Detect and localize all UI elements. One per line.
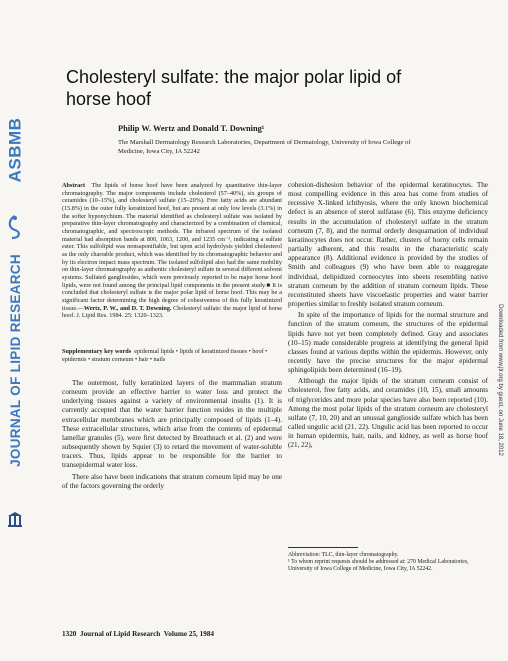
journal-name — [4, 250, 26, 470]
abstract-text: The lipids of horse hoof have been analyzed by quantitative thin-layer chromatography. The major components include cholesterol (57–40%), six groups of ceramides (10–15%), and cholesteryl sulfate (15–20%). Free fatty acids are abundant (15.8%) in the outer fully keratinized hoof, but are present at only low levels (3.1%) in the softer hyponychium. The material identified as cholesteryl sulfate was isolated by preparative thin-layer chromatography and characterized by a combination of chemical, chromatographic, and spectroscopic methods. The infrared spectrum of the isolated material had absorption bands at 800, 1063, 1200, and 1235 cm⁻¹, indicating a sulfate ester. This sulfolipid was nonsaponifiable, but upon acid hydrolysis yielded cholesterol as the only charrable product, which was identified by its chromatographic behavior and by its electron impact mass spectrum. The isolated sulfolipid also had the same mobility on thin-layer chromatography as authentic cholesteryl sulfate in several different solvent systems. Sulfated gangliosides, which were previously reported to be major horse hoof lipids, were not found among the principal lipid components in the present study.■ It is concluded that cholesteryl sulfate is the major polar lipid of horse hoof. This may be a significant factor determining the high degree of cohesiveness of this fully keratinized tissue.— — [62, 182, 282, 312]
asbmb-logo-text: ASBMB — [5, 117, 24, 183]
asbmb-swirl-icon — [6, 214, 24, 240]
page-footer: 1320 Journal of Lipid Research Volume 25, 1984 — [62, 630, 215, 638]
body-paragraph: Although the major lipids of the stratum corneum consist of cholesterol, free fatty acids, and ceramides (10, 15), small amounts of triglycerides and more polar species have also been reported (10). Among the most polar lipids of the stratum corneum are cholesteryl sulfate (7, 10, 20) and an unusual ganglioside sulfate which has been called ungulic acid (21, 22). Ungulic acid has been reported to occur in human epidermis, hair, nails, and kidney, as well as horse hoof (21, 22), — [288, 377, 488, 450]
body-paragraph: There also have been indications that stratum corneum lipid may be one of the factors governing the orderly — [62, 472, 282, 490]
abstract-label: Abstract — [62, 182, 86, 189]
journal-name-text: JOURNAL OF LIPID RESEARCH — [7, 253, 23, 467]
download-watermark — [494, 230, 506, 530]
footnote-reprint: ¹ To whom reprint requests should be addressed at: 270 Medical Laboratories, University of Iowa College of Medicine, Iowa City, IA 52242. — [288, 559, 469, 573]
abstract — [62, 182, 282, 320]
article-affiliation: The Marshall Dermatology Research Laboratories, Department of Dermatology, University of Iowa College of Medicine, Iowa City, IA 52242 — [118, 139, 411, 155]
journal-sidebar — [0, 0, 30, 661]
keywords-text: epidermal lipids • lipids of keratinized tissues • hoof • epidermis • stratum corneum • hair • nails — [62, 348, 268, 363]
citation-authors: Wertz, P. W., and D. T. Downing. — [83, 304, 172, 312]
asbmb-logo — [4, 95, 26, 205]
library-columns-icon — [7, 512, 23, 528]
body-paragraph: In spite of the importance of lipids for the normal structure and function of the stratum corneum, the structures of the epidermal lipids have not yet been completely defined. Gray and associates (10–15) made considerable progress at identifying the general lipid classes found at various depths within the epidermis. However, only recently have the precise structures for the major epidermal sphingolipids been determined (16–19). — [288, 311, 488, 375]
body-paragraph: cohesion-dishesion behavior of the epidermal keratinocytes. The most compelling evidence in this area has come from studies of recessive X-linked ichthyosis, where the only known biochemical defect is an absence of sterol sulfatase (6). This enzyme deficiency results in the accumulation of cholesteryl sulfate in the stratum corneum (7, 8), and the normal orderly desquamation of individual keratinocytes does not occur. Rather, clusters of horny cells remain partially adherent, and this results in the characteristic scaly appearance (8). Additional evidence is provided by the studies of Smith and colleagues (9) who have been able to reaggregate individual, delipidized corneocytes into sheets resembling native stratum corneum by the addition of stratum corneum lipids. These reconstituted sheets have viscoelastic properties and water barrier properties similar to freshly isolated stratum corneum. — [288, 181, 488, 309]
article-authors: Philip W. Wertz and Donald T. Downing¹ — [118, 124, 265, 133]
body-column-right — [288, 181, 488, 451]
body-column-left — [62, 379, 282, 491]
footnote-divider — [288, 547, 358, 548]
footnote-abbreviation: Abbreviation: TLC, thin-layer chromatography. — [288, 552, 399, 558]
article-title: Cholesteryl sulfate: the major polar lipid of horse hoof — [66, 67, 402, 109]
footnotes — [288, 552, 488, 574]
download-note-text: Downloaded from www.jlr.org by guest, on June 18, 2012 — [497, 304, 504, 456]
keywords — [62, 348, 282, 363]
keywords-label: Supplementary key words — [62, 348, 132, 355]
citation-text: Cholesteryl sulfate: the major lipid of horse hoof. J. Lipid Res. 1984. 25: 1320–1323. — [62, 304, 283, 320]
body-paragraph: The outermost, fully keratinized layers of the mammalian stratum corneum provide an effective barrier to water loss and protect the underlying tissues against a variety of environmental insults (1). It is currently accepted that the water barrier function resides in the multiple extracellular membranes which are principally composed of lipids (1–4). These extracellular structures, which arise from the contents of epidermal lamellar granules (5), were first detected by Breathnach et al. (2) and were subsequently shown by Squier (3) to retard the movement of water-soluble tracers. Thus, lipids appear to be responsible for the barrier to transepidermal water loss. — [62, 379, 282, 470]
